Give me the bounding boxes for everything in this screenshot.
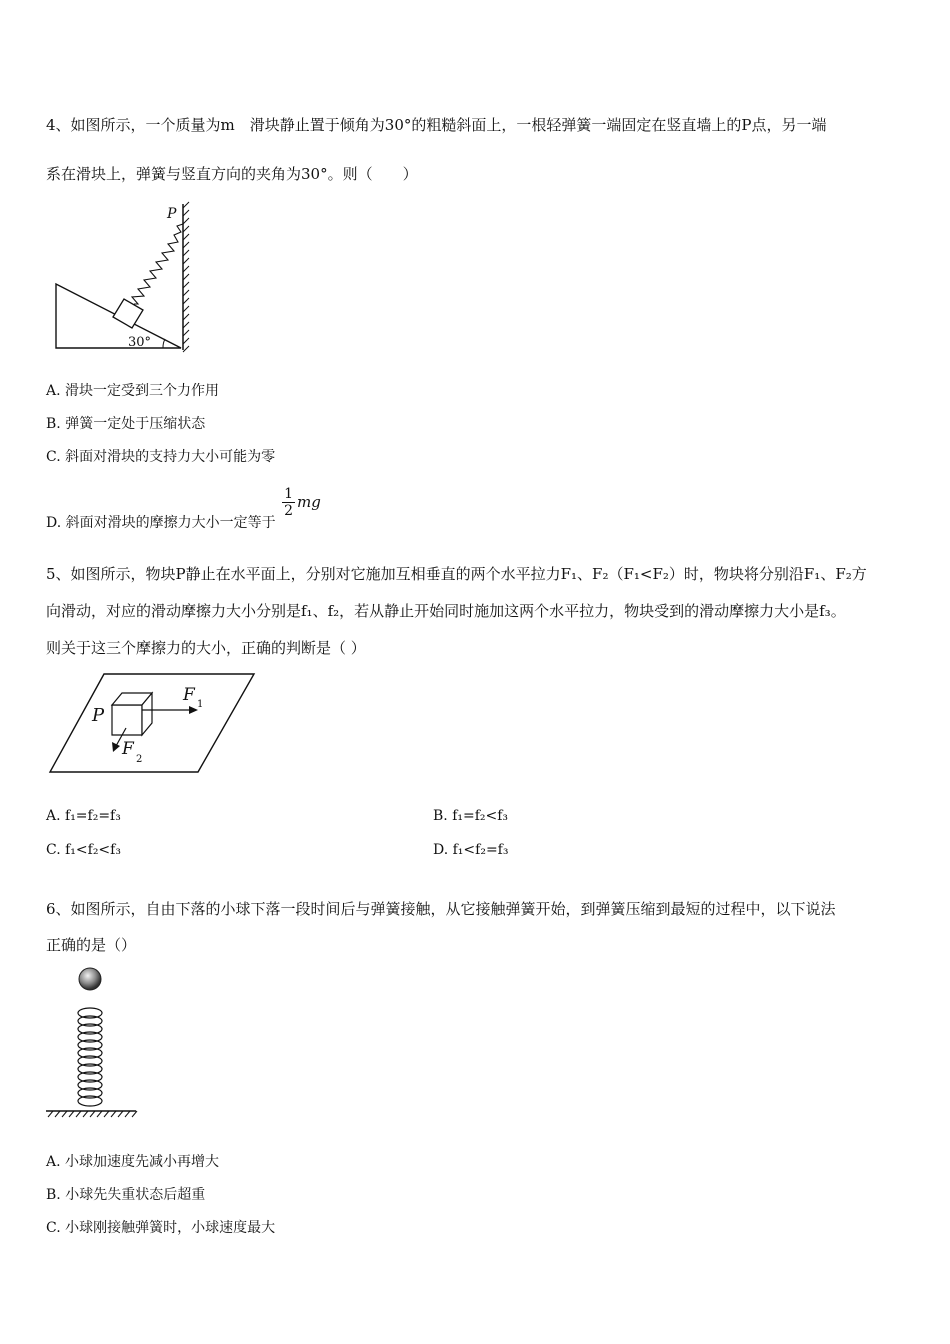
q5-f1-subscript: 1 [197,699,204,710]
q5-plane-figure [46,668,261,778]
q4-option-d-text: D. 斜面对滑块的摩擦力大小一定等于 [46,514,276,531]
q4-angle-label: 30° [128,335,152,350]
q4-option-b: B. 弹簧一定处于压缩状态 [46,416,206,432]
q4-point-label: P [167,206,177,222]
q4-option-d-fraction [282,486,295,519]
q5-f2-subscript: 2 [136,754,143,765]
q4-stem-line2: 系在滑块上，弹簧与竖直方向的夹角为30°。则（ ） [46,165,418,183]
q5-option-a: A. f₁=f₂=f₃ [46,808,121,824]
q4-option-a: A. 滑块一定受到三个力作用 [46,383,220,399]
q5-stem-line3: 则关于这三个摩擦力的大小，正确的判断是（ ） [46,639,366,657]
q4-option-d-numerator: 1 [284,486,294,502]
q5-block-label: P [92,705,105,726]
q5-stem-line1: 5、如图所示，物块P静止在水平面上，分别对它施加互相垂直的两个水平拉力F₁、F₂（F₁<F₂）时，物块将分别沿F₁、F₂方 [46,565,867,583]
q6-option-a: A. 小球加速度先减小再增大 [46,1154,220,1170]
ball-icon [79,968,101,990]
q5-option-b: B. f₁=f₂<f₃ [433,808,509,824]
q5-f2-label: F [122,739,134,759]
q4-stem-line1: 4、如图所示，一个质量为m 滑块静止置于倾角为30°的粗糙斜面上，一根轻弹簧一端固定在竖直墙上的P点，另一端 [46,116,827,134]
q5-stem-line2: 向滑动，对应的滑动摩擦力大小分别是f₁、f₂，若从静止开始同时施加这两个水平拉力，物块受到的滑动摩擦力大小是f₃。 [46,602,846,620]
q6-stem-line2: 正确的是（） [46,936,137,954]
q5-f1-label: F [183,685,195,705]
q6-stem-line1: 6、如图所示，自由下落的小球下落一段时间后与弹簧接触，从它接触弹簧开始，到弹簧压缩到最短的过程中，以下说法 [46,900,836,918]
q4-option-c: C. 斜面对滑块的支持力大小可能为零 [46,449,276,465]
q5-option-d: D. f₁<f₂=f₃ [433,842,509,858]
q6-option-c: C. 小球刚接触弹簧时，小球速度最大 [46,1220,276,1236]
q4-option-d-tail: mg [297,492,321,511]
q6-option-b: B. 小球先失重状态后超重 [46,1187,206,1203]
q4-option-d-denominator: 2 [284,503,294,519]
q4-incline-figure [50,198,200,358]
q4-option-d [46,480,321,531]
q5-option-c: C. f₁<f₂<f₃ [46,842,121,858]
q6-spring-figure [44,965,140,1125]
